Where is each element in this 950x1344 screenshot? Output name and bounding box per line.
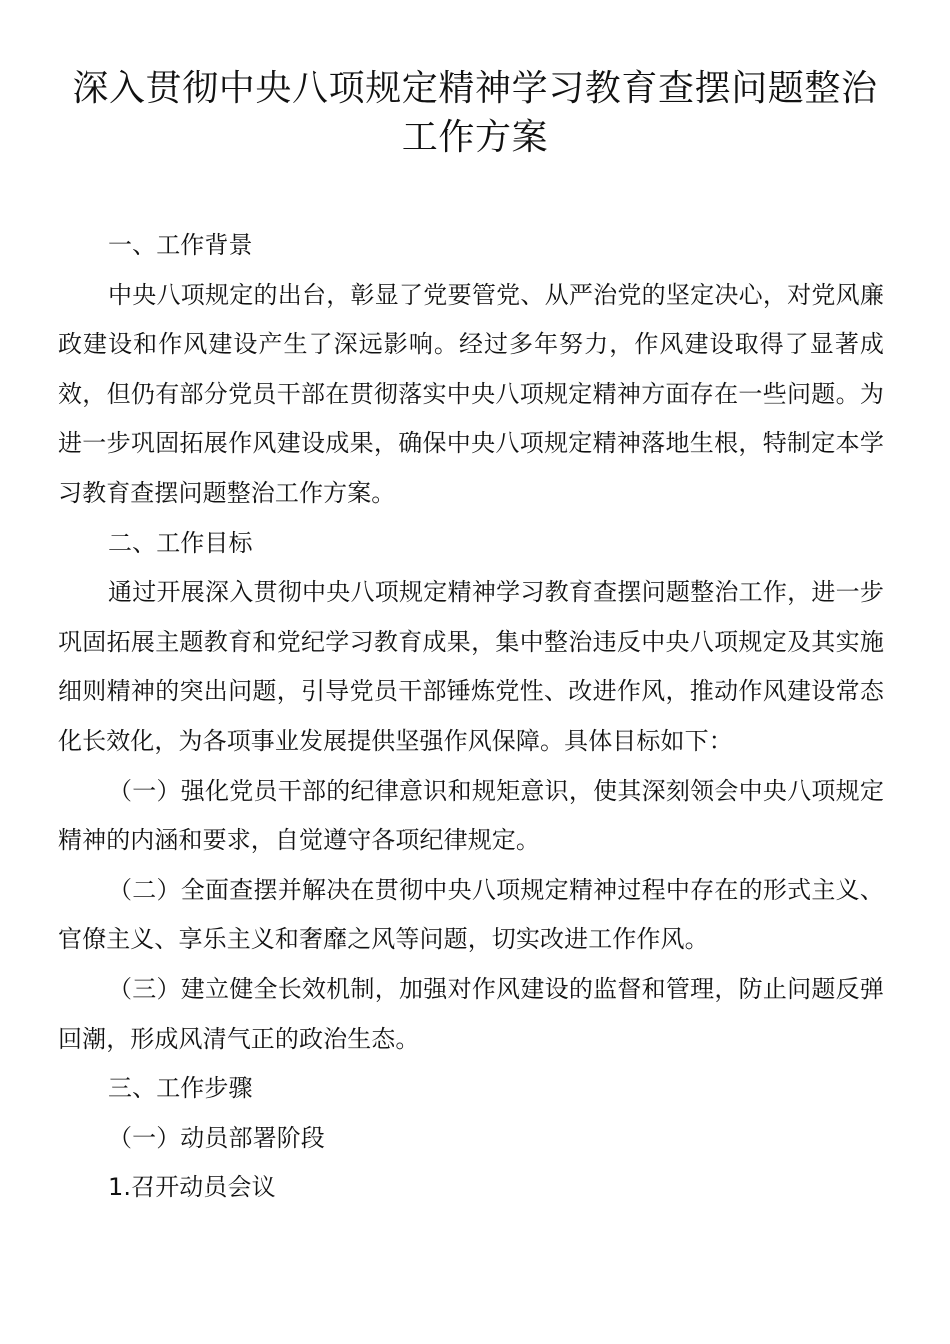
document-body [58,221,884,1213]
paragraph-goals-intro: 通过开展深入贯彻中央八项规定精神学习教育查摆问题整治工作，进一步巩固拓展主题教育和党纪学习教育成果，集中整治违反中央八项规定及其实施细则精神的突出问题，引导党员干部锤炼党性、改进作风，推动作风建设常态化长效化，为各项事业发展提供坚强作风保障。具体目标如下： [58,578,884,755]
paragraph-background: 中央八项规定的出台，彰显了党要管党、从严治党的坚定决心，对党风廉政建设和作风建设产生了深远影响。经过多年努力，作风建设取得了显著成效，但仍有部分党员干部在贯彻落实中央八项规定精神方面存在一些问题。为进一步巩固拓展作风建设成果，确保中央八项规定精神落地生根，特制定本学习教育查摆问题整治工作方案。 [58,280,884,507]
section-heading-steps: 三、工作步骤 [108,1074,253,1103]
section-heading-goals: 二、工作目标 [108,528,253,557]
document-title: 深入贯彻中央八项规定精神学习教育查摆问题整治工作方案 [72,68,878,158]
paragraph-goal-3: （三）建立健全长效机制，加强对作风建设的监督和管理，防止问题反弹回潮，形成风清气正的政治生态。 [58,974,884,1053]
section-heading-background: 一、工作背景 [108,231,253,259]
paragraph-goal-2: （二）全面查摆并解决在贯彻中央八项规定精神过程中存在的形式主义、官僚主义、享乐主义和奢靡之风等问题，切实改进工作作风。 [58,875,884,954]
item-heading-mobilization-meeting: 1.召开动员会议 [108,1173,276,1202]
subheading-mobilization-stage: （一）动员部署阶段 [108,1123,325,1152]
paragraph-goal-1: （一）强化党员干部的纪律意识和规矩意识，使其深刻领会中央八项规定精神的内涵和要求，自觉遵守各项纪律规定。 [58,776,884,855]
